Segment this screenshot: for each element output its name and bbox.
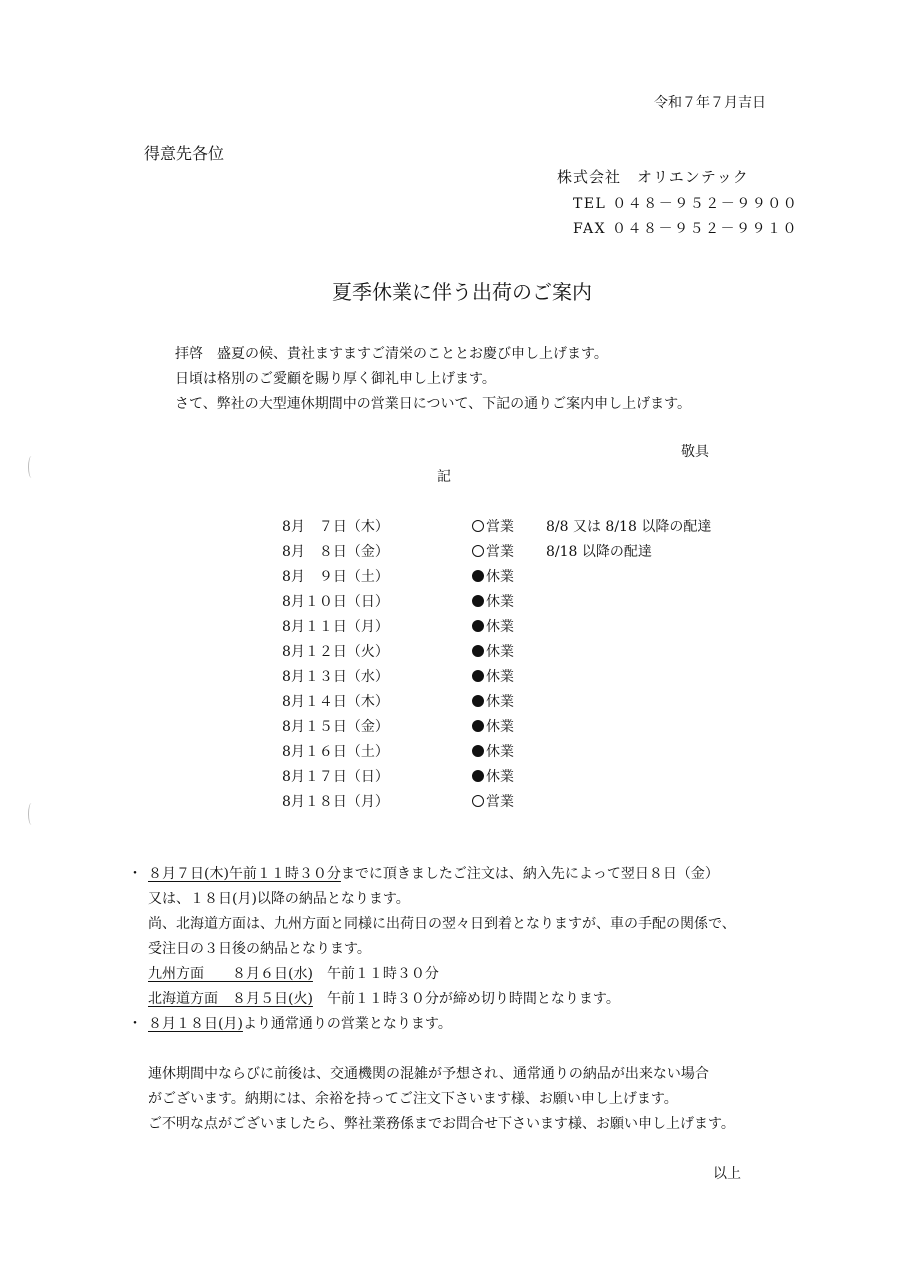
hokkaido-date: 北海道方面 ８月５日(火) <box>148 991 313 1007</box>
schedule-status-label: 休業 <box>486 594 514 610</box>
schedule-status <box>472 791 514 811</box>
schedule-status-label: 営業 <box>486 544 514 560</box>
closing-line-3: ご不明な点がございましたら、弊社業務係までお問合せ下さいます様、お願い申し上げます。 <box>148 1116 735 1132</box>
schedule-status-label: 休業 <box>486 744 514 760</box>
schedule-status <box>472 666 514 686</box>
schedule-row <box>0 691 904 716</box>
greeting-line-2: 日頃は格別のご愛顧を賜り厚く御礼申し上げます。 <box>175 371 496 387</box>
schedule-status <box>472 716 514 736</box>
filled-circle-icon <box>472 745 484 757</box>
schedule-row <box>0 566 904 591</box>
open-circle-icon <box>472 795 484 807</box>
schedule-status <box>472 766 514 786</box>
kyushu-date: 九州方面 ８月６日(水) <box>148 966 313 982</box>
greeting-line-3: さて、弊社の大型連休期間中の営業日について、下記の通りご案内申し上げます。 <box>175 396 692 412</box>
filled-circle-icon <box>472 620 484 632</box>
schedule-date: 8月１１日（月） <box>282 619 389 635</box>
note-1-line-4: 受注日の３日後の納品となります。 <box>148 941 371 957</box>
note-1-line-3: 尚、北海道方面は、九州方面と同様に出荷日の翌々日到着となりますが、車の手配の関係で、 <box>148 916 736 932</box>
scan-artifact <box>28 456 35 478</box>
schedule-status <box>472 741 514 761</box>
schedule-status-label: 休業 <box>486 719 514 735</box>
schedule-status-label: 営業 <box>486 519 514 535</box>
filled-circle-icon <box>472 670 484 682</box>
schedule-status-label: 休業 <box>486 644 514 660</box>
document-title: 夏季休業に伴う出荷のご案内 <box>332 280 592 304</box>
schedule-status <box>472 591 514 611</box>
schedule-status-label: 休業 <box>486 569 514 585</box>
filled-circle-icon <box>472 595 484 607</box>
schedule-date: 8月１６日（土） <box>282 744 389 760</box>
kyushu-deadline <box>148 963 439 983</box>
schedule-date: 8月１０日（日） <box>282 594 389 610</box>
schedule-status-label: 休業 <box>486 769 514 785</box>
schedule-status <box>472 641 514 661</box>
schedule-row <box>0 741 904 766</box>
schedule-date: 8月１３日（水） <box>282 669 389 685</box>
schedule-note: 8/18 以降の配達 <box>546 544 652 560</box>
bullet-mark: ・ <box>128 1016 142 1032</box>
schedule-date: 8月１４日（木） <box>282 694 389 710</box>
schedule-row <box>0 641 904 666</box>
document-date: 令和７年７月吉日 <box>654 95 766 111</box>
filled-circle-icon <box>472 720 484 732</box>
open-circle-icon <box>472 520 484 532</box>
schedule-status <box>472 516 514 536</box>
addressee: 得意先各位 <box>144 144 225 163</box>
kyushu-time: 午前１１時３０分 <box>326 966 439 982</box>
closing-line-1: 連休期間中ならびに前後は、交通機関の混雑が予想され、通常通りの納品が出来ない場合 <box>148 1066 709 1082</box>
schedule-row <box>0 716 904 741</box>
hokkaido-deadline <box>148 988 620 1008</box>
filled-circle-icon <box>472 645 484 657</box>
schedule-status-label: 休業 <box>486 619 514 635</box>
schedule-date: 8月１２日（火） <box>282 644 389 660</box>
schedule-row <box>0 591 904 616</box>
ijo: 以上 <box>713 1166 741 1182</box>
schedule-status <box>472 541 514 561</box>
resume-date: ８月１８日(月) <box>148 1016 243 1032</box>
filled-circle-icon <box>472 570 484 582</box>
schedule-date: 8月１５日（金） <box>282 719 389 735</box>
ki-heading: 記 <box>437 469 451 485</box>
keigu: 敬具 <box>681 444 709 460</box>
note-2-text: より通常通りの営業となります。 <box>242 1016 452 1032</box>
greeting-line-1: 拝啓 盛夏の候、貴社ますますご清栄のこととお慶び申し上げます。 <box>175 346 608 362</box>
company-fax: FAX ０４８－９５２－９９１０ <box>573 221 799 237</box>
deadline-highlight: ８月７日(木)午前１１時３０分 <box>148 866 341 882</box>
hokkaido-time: 午前１１時３０分が締め切り時間となります。 <box>326 991 620 1007</box>
schedule-status-label: 営業 <box>486 794 514 810</box>
filled-circle-icon <box>472 695 484 707</box>
schedule-note: 8/8 又は 8/18 以降の配達 <box>546 519 712 535</box>
schedule-status-label: 休業 <box>486 669 514 685</box>
schedule-row <box>0 766 904 791</box>
schedule-date: 8月 ７日（木） <box>282 519 389 535</box>
filled-circle-icon <box>472 770 484 782</box>
schedule-status <box>472 566 514 586</box>
schedule-row <box>0 541 904 566</box>
note-1-text: までに頂きましたご注文は、納入先によって翌日８日（金） <box>340 866 719 882</box>
schedule-date: 8月１７日（日） <box>282 769 389 785</box>
closing-line-2: がございます。納期には、余裕を持ってご注文下さいます様、お願い申し上げます。 <box>148 1091 678 1107</box>
company-name: 株式会社 オリエンテック <box>557 168 749 186</box>
bullet-mark: ・ <box>128 866 142 882</box>
schedule-status <box>472 691 514 711</box>
schedule-date: 8月 ８日（金） <box>282 544 389 560</box>
schedule-date: 8月１８日（月） <box>282 794 389 810</box>
schedule-date: 8月 ９日（土） <box>282 569 389 585</box>
schedule-row <box>0 516 904 541</box>
schedule-row <box>0 666 904 691</box>
note-1-line-2: 又は、１８日(月)以降の納品となります。 <box>148 891 410 907</box>
schedule-status <box>472 616 514 636</box>
open-circle-icon <box>472 545 484 557</box>
note-1-line-1 <box>148 863 719 883</box>
note-2 <box>148 1013 452 1033</box>
company-tel: TEL ０４８－９５２－９９００ <box>573 196 799 212</box>
schedule-status-label: 休業 <box>486 694 514 710</box>
schedule-row <box>0 616 904 641</box>
schedule-row <box>0 791 904 816</box>
